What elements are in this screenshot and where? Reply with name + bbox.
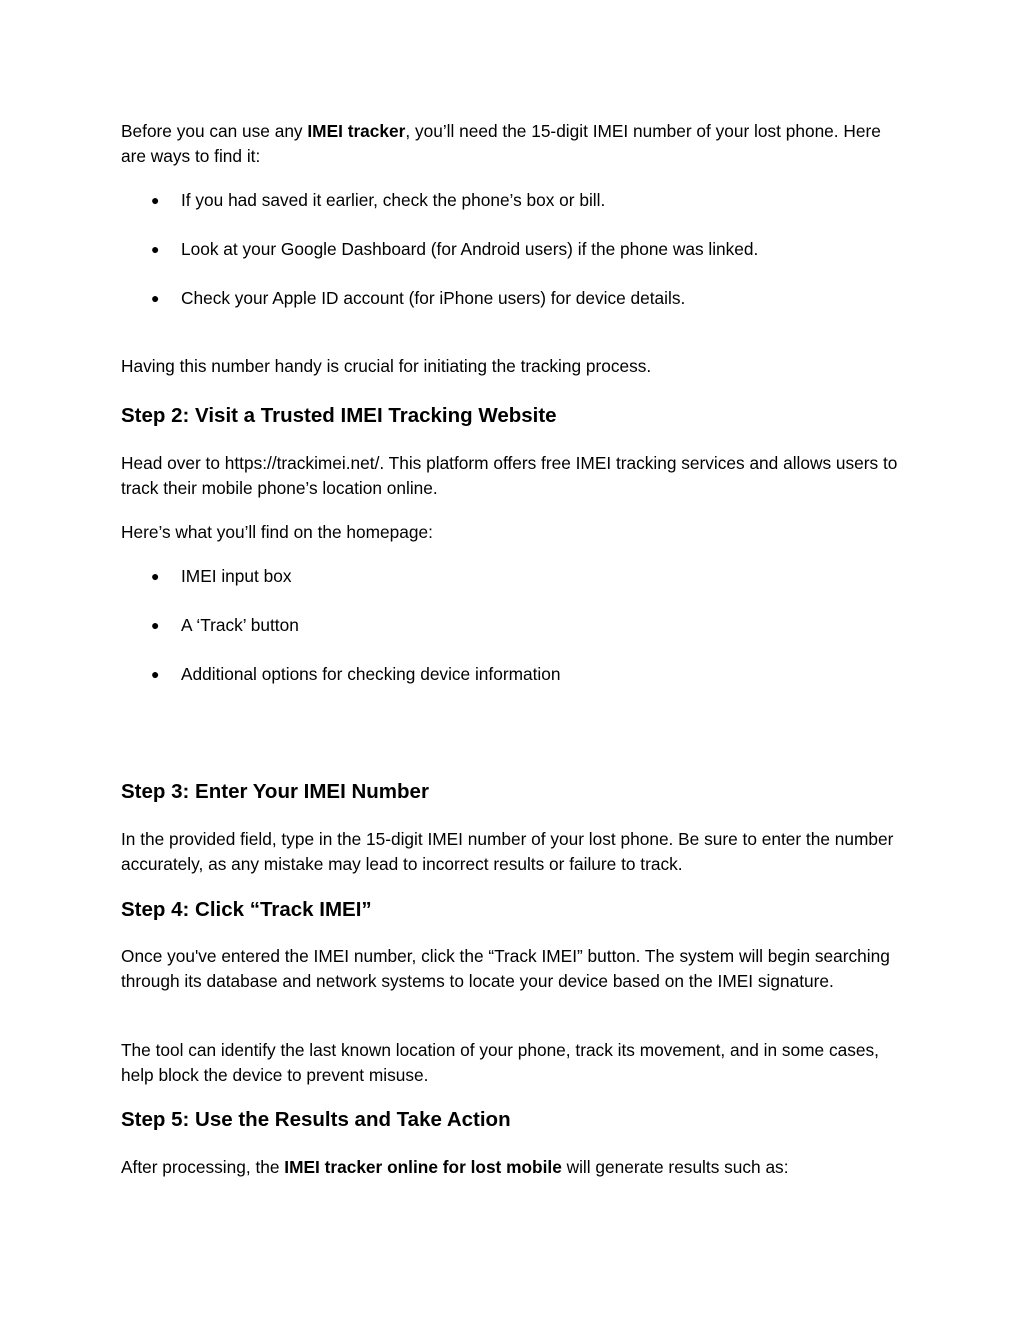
step3-paragraph: In the provided field, type in the 15-digit IMEI number of your lost phone. Be sure to enter the number accurately, as any mistake may lead to incorrect results or failure to track. <box>121 829 894 874</box>
list-item-text: Check your Apple ID account (for iPhone users) for device details. <box>181 288 686 308</box>
step2-homepage-intro: Here’s what you’ll find on the homepage: <box>121 522 433 542</box>
step5-text-1: After processing, the <box>121 1157 285 1177</box>
step4-heading: Step 4: Click “Track IMEI” <box>121 898 372 921</box>
list-item-text: Look at your Google Dashboard (for Android users) if the phone was linked. <box>181 239 759 259</box>
step5-text-2: will generate results such as: <box>561 1157 789 1177</box>
intro-text-2: , you’ll need the 15-digit IMEI number of your lost phone. Here are ways to find it: <box>121 121 881 166</box>
step4-paragraph-2: The tool can identify the last known location of your phone, track its movement, and in some cases, help block the device to prevent misuse. <box>121 1040 879 1085</box>
bullet-icon: ● <box>151 290 160 306</box>
intro-paragraph <box>121 119 901 168</box>
bullet-icon: ● <box>151 241 160 257</box>
list-item-text: Additional options for checking device information <box>181 664 561 684</box>
step5-bold-keyword: IMEI tracker online for lost mobile <box>284 1157 562 1177</box>
bullet-icon: ● <box>151 617 160 633</box>
step5-heading: Step 5: Use the Results and Take Action <box>121 1108 511 1131</box>
bullet-icon: ● <box>151 666 160 682</box>
list-item-text: IMEI input box <box>181 566 292 586</box>
intro-text-1: Before you can use any <box>121 121 308 141</box>
step5-paragraph <box>121 1155 901 1180</box>
bullet-icon: ● <box>151 192 160 208</box>
step3-heading: Step 3: Enter Your IMEI Number <box>121 780 429 803</box>
step4-paragraph-1: Once you've entered the IMEI number, click the “Track IMEI” button. The system will begin searching through its database and network systems to locate your device based on the IMEI signature. <box>121 946 890 991</box>
list-item-text: If you had saved it earlier, check the phone’s box or bill. <box>181 190 606 210</box>
intro-bold-keyword: IMEI tracker <box>307 121 406 141</box>
step2-heading: Step 2: Visit a Trusted IMEI Tracking Website <box>121 404 557 427</box>
handy-paragraph: Having this number handy is crucial for initiating the tracking process. <box>121 356 652 376</box>
step2-paragraph: Head over to https://trackimei.net/. This platform offers free IMEI tracking services and allows users to track their mobile phone’s location online. <box>121 453 898 498</box>
list-item-text: A ‘Track’ button <box>181 615 299 635</box>
bullet-icon: ● <box>151 568 160 584</box>
